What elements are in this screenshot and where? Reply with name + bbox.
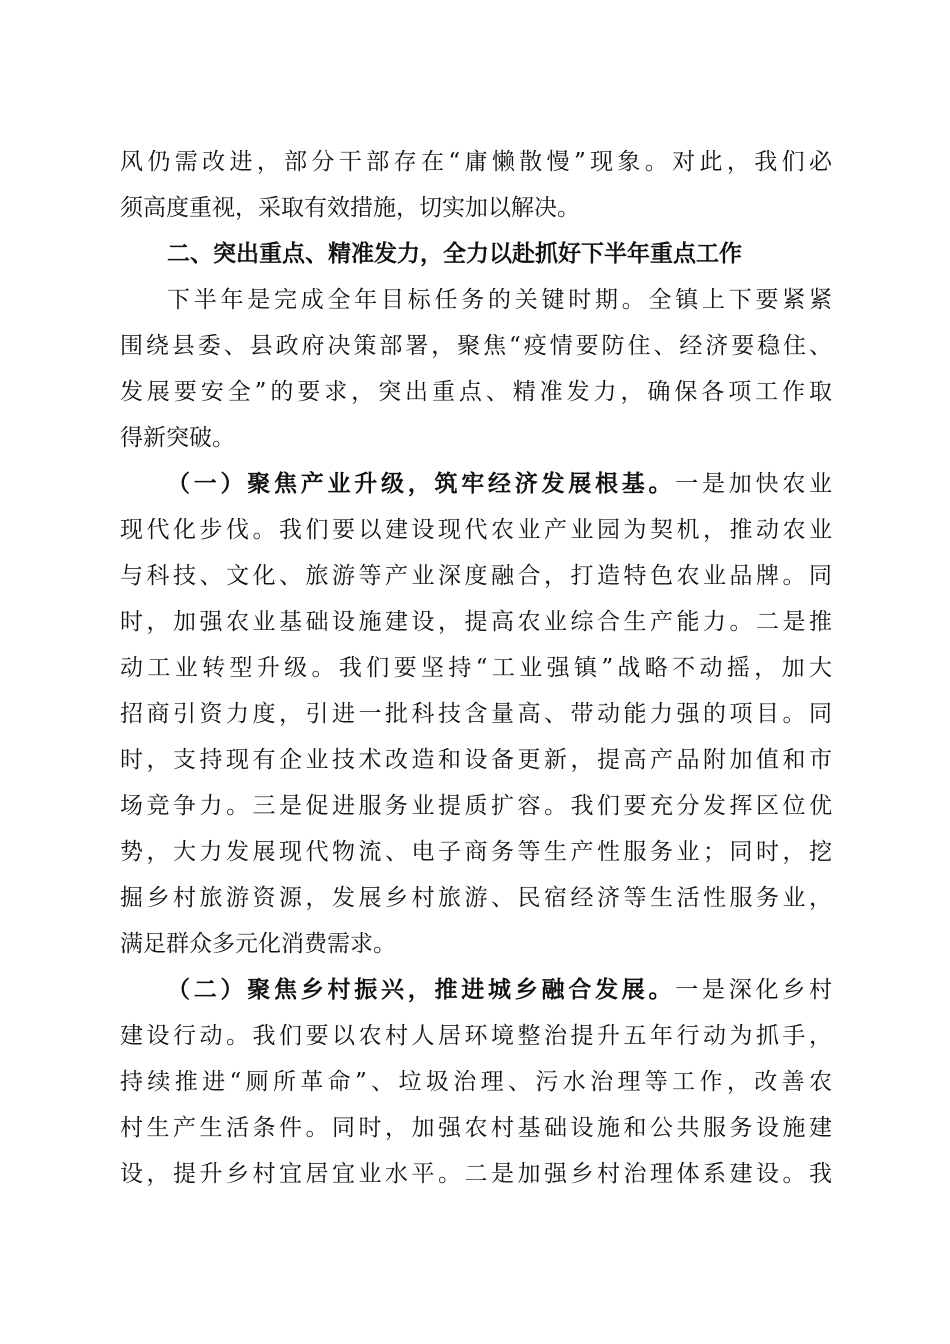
paragraph-line: 建设行动。我们要以农村人居环境整治提升五年行动为抓手， [120,1023,832,1049]
paragraph-line: 须高度重视，采取有效措施，切实加以解决。 [120,195,580,221]
paragraph-text: 一是深化乡村 [675,977,832,1003]
paragraph-line: 时，加强农业基础设施建设，提高农业综合生产能力。二是推 [120,609,832,635]
paragraph-line: 现代化步伐。我们要以建设现代农业产业园为契机，推动农业 [120,517,832,543]
paragraph-line: 持续推进“厕所革命”、垃圾治理、污水治理等工作，改善农 [120,1069,832,1095]
paragraph-line [167,968,832,1012]
paragraph-line: 得新突破。 [120,425,235,451]
section-heading: 二、突出重点、精准发力，全力以赴抓好下半年重点工作 [167,241,742,267]
subsection-heading: （一）聚焦产业升级，筑牢经济发展根基。 [167,471,676,497]
paragraph-line: 满足群众多元化消费需求。 [120,931,396,957]
paragraph-line [167,462,832,506]
paragraph-text: 一是加快农业 [675,471,832,497]
paragraph-line: 村生产生活条件。同时，加强农村基础设施和公共服务设施建 [120,1115,832,1141]
subsection-heading: （二）聚焦乡村振兴，推进城乡融合发展。 [167,977,676,1003]
paragraph-line: 与科技、文化、旅游等产业深度融合，打造特色农业品牌。同 [120,563,832,589]
paragraph-line: 发展要安全”的要求，突出重点、精准发力，确保各项工作取 [120,379,832,405]
paragraph-line: 围绕县委、县政府决策部署，聚焦“疫情要防住、经济要稳住、 [120,333,832,359]
paragraph-line: 势，大力发展现代物流、电子商务等生产性服务业；同时，挖 [120,839,832,865]
paragraph-line: 设，提升乡村宜居宜业水平。二是加强乡村治理体系建设。我 [120,1161,832,1187]
paragraph-line: 风仍需改进，部分干部存在“庸懒散慢”现象。对此，我们必 [120,149,832,175]
paragraph-line: 招商引资力度，引进一批科技含量高、带动能力强的项目。同 [120,701,832,727]
paragraph-line: 掘乡村旅游资源，发展乡村旅游、民宿经济等生活性服务业， [120,885,832,911]
paragraph-line: 时，支持现有企业技术改造和设备更新，提高产品附加值和市 [120,747,832,773]
paragraph-line: 场竞争力。三是促进服务业提质扩容。我们要充分发挥区位优 [120,793,832,819]
paragraph-line: 动工业转型升级。我们要坚持“工业强镇”战略不动摇，加大 [120,655,832,681]
paragraph-line: 下半年是完成全年目标任务的关键时期。全镇上下要紧紧 [167,287,832,313]
